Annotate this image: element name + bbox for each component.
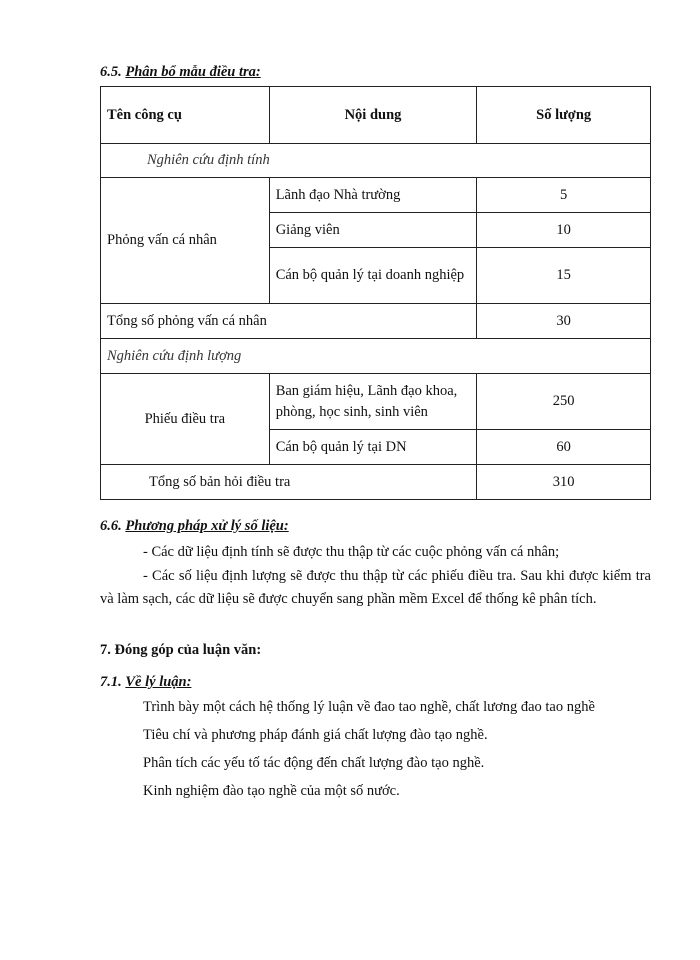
section-7-heading: 7. Đóng góp của luận văn: bbox=[100, 642, 262, 658]
section-6-5-heading bbox=[100, 64, 261, 81]
processing-bullet-2: - Các số liệu định lượng sẽ được thu thập từ các phiếu điều tra. Sau khi được kiểm tra và làm sạch, các dữ liệu sẽ được chuyển sang phần mềm Excel để thống kê phân tích. bbox=[100, 568, 651, 607]
contribution-item-3: Phân tích các yếu tố tác động đến chất lượng đào tạo nghề. bbox=[143, 755, 485, 771]
survey-qty-2: 60 bbox=[477, 430, 651, 465]
section-6-6-title: Phương pháp xử lý số liệu: bbox=[125, 518, 289, 534]
survey-content-1: Ban giám hiệu, Lãnh đạo khoa, phòng, học sinh, sinh viên bbox=[269, 374, 477, 430]
table-row bbox=[101, 374, 651, 430]
survey-total: 310 bbox=[477, 465, 651, 500]
interview-total: 30 bbox=[477, 304, 651, 339]
contribution-item-2: Tiêu chí và phương pháp đánh giá chất lượng đào tạo nghề. bbox=[143, 727, 488, 743]
qualitative-label: Nghiên cứu định tính bbox=[101, 144, 651, 178]
interview-qty-2: 10 bbox=[477, 213, 651, 248]
table-row bbox=[101, 144, 651, 178]
table-row bbox=[101, 178, 651, 213]
interview-content-2: Giảng viên bbox=[269, 213, 477, 248]
header-tool: Tên công cụ bbox=[101, 87, 270, 144]
survey-content-2: Cán bộ quản lý tại DN bbox=[269, 430, 477, 465]
survey-total-label: Tổng số bản hỏi điều tra bbox=[101, 465, 477, 500]
interview-tool: Phỏng vấn cá nhân bbox=[101, 178, 270, 304]
survey-tool: Phiếu điều tra bbox=[101, 374, 270, 465]
sample-allocation-table bbox=[100, 86, 651, 500]
section-7-1-heading bbox=[100, 674, 191, 691]
processing-bullet-1: - Các dữ liệu định tính sẽ được thu thập từ các cuộc phỏng vấn cá nhân; bbox=[143, 544, 560, 560]
interview-total-label: Tổng số phỏng vấn cá nhân bbox=[101, 304, 477, 339]
contribution-item-1: Trình bày một cách hệ thống lý luận về đao tao nghề, chất lương đao tao nghề bbox=[143, 699, 595, 715]
contribution-item-4: Kinh nghiệm đào tạo nghề của một số nước. bbox=[143, 783, 400, 799]
section-7-1-number: 7.1. bbox=[100, 674, 122, 690]
interview-qty-1: 5 bbox=[477, 178, 651, 213]
section-6-6-number: 6.6. bbox=[100, 518, 122, 534]
interview-content-3: Cán bộ quản lý tại doanh nghiệp bbox=[269, 248, 477, 304]
interview-qty-3: 15 bbox=[477, 248, 651, 304]
header-quantity: Số lượng bbox=[477, 87, 651, 144]
table-row bbox=[101, 465, 651, 500]
section-6-5-title: Phân bổ mẫu điều tra: bbox=[125, 64, 261, 80]
table-row bbox=[101, 304, 651, 339]
table-row bbox=[101, 339, 651, 374]
table-header-row bbox=[101, 87, 651, 144]
interview-content-1: Lãnh đạo Nhà trường bbox=[269, 178, 477, 213]
quantitative-label: Nghiên cứu định lượng bbox=[101, 339, 651, 374]
section-6-6-heading bbox=[100, 518, 289, 535]
section-6-5-number: 6.5. bbox=[100, 64, 122, 80]
survey-qty-1: 250 bbox=[477, 374, 651, 430]
header-content: Nội dung bbox=[269, 87, 477, 144]
section-7-1-title: Về lý luận: bbox=[125, 674, 192, 690]
